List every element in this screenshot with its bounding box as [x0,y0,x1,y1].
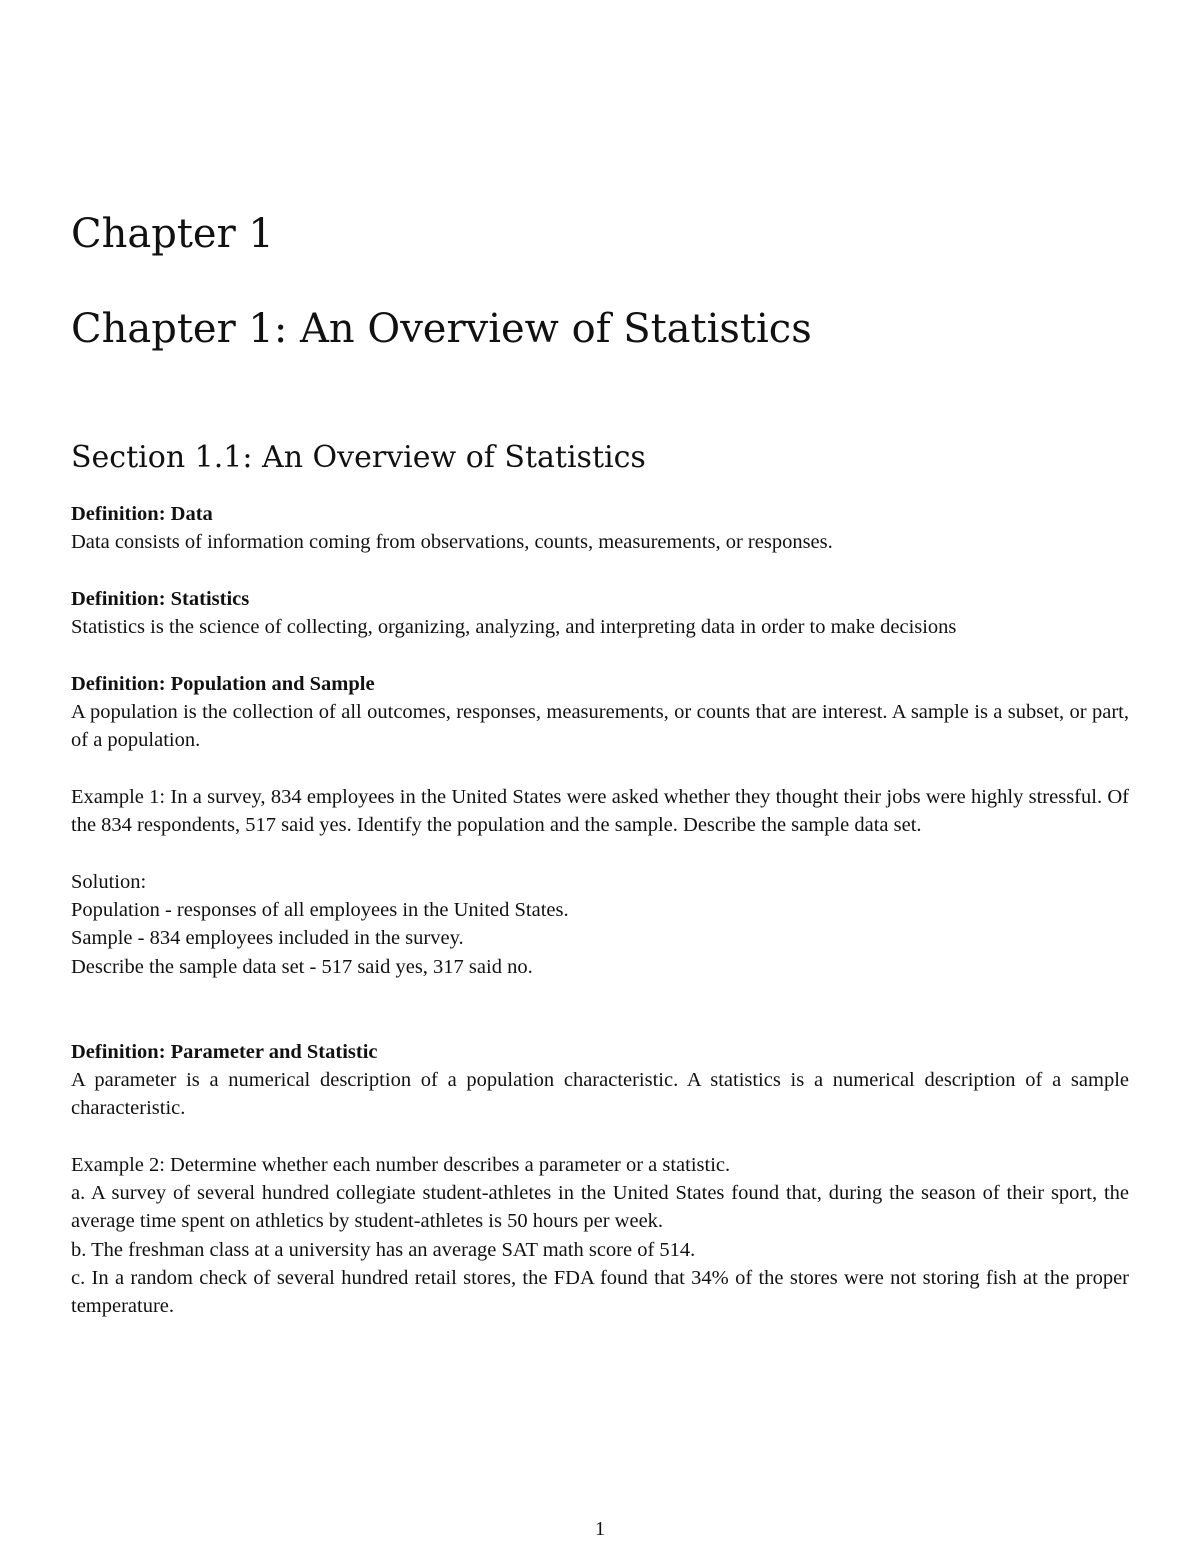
definition-heading: Definition: Population and Sample [71,672,375,695]
example-2-part-c: c. In a random check of several hundred retail stores, the FDA found that 34% of the stores were not storing fish at the proper temperature. [71,1267,1129,1318]
example-1-solution [71,868,1129,981]
definition-parameter-statistic [71,1038,1129,1123]
solution-population: Population - responses of all employees in the United States. [71,899,569,922]
document-page [71,0,1129,1553]
definition-statistics [71,585,1129,642]
definition-text: A parameter is a numerical description of a population characteristic. A statistics is a numerical description of a sample characteristic. [71,1068,1129,1120]
definition-heading: Definition: Parameter and Statistic [71,1040,378,1063]
definition-text: Statistics is the science of collecting, organizing, analyzing, and interpreting data in order to make decisions [71,616,957,639]
page-number: 1 [595,1518,605,1540]
chapter-title: Chapter 1: An Overview of Statistics [71,306,812,352]
example-2-intro: Example 2: Determine whether each number describes a parameter or a statistic. [71,1153,731,1176]
definition-heading: Definition: Data [71,503,213,525]
definition-text: Data consists of information coming from observations, counts, measurements, or responses. [71,531,833,554]
definition-population-sample [71,670,1129,755]
section-body [71,500,1129,1321]
example-2-part-a: a. A survey of several hundred collegiate student-athletes in the United States found that, during the season of their sport, the average time spent on athletics by student-athletes is 50 hours per week. [71,1182,1129,1233]
chapter-label: Chapter 1 [71,211,274,257]
definition-data [71,500,1129,557]
solution-label: Solution: [71,870,147,893]
definition-text: A population is the collection of all outcomes, responses, measurements, or counts that are interest. A sample is a subset, or part, of a population. [71,701,1129,752]
example-2 [71,1151,1129,1321]
section-title: Section 1.1: An Overview of Statistics [71,440,646,475]
example-1-text: Example 1: In a survey, 834 employees in the United States were asked whether they thought their jobs were highly stressful. Of the 834 respondents, 517 said yes. Identify the population and the sample. Describe the sample data set. [71,785,1129,837]
solution-describe: Describe the sample data set - 517 said yes, 317 said no. [71,955,533,978]
example-2-part-b: b. The freshman class at a university has an average SAT math score of 514. [71,1238,696,1261]
solution-sample: Sample - 834 employees included in the survey. [71,927,464,950]
definition-heading: Definition: Statistics [71,587,250,610]
